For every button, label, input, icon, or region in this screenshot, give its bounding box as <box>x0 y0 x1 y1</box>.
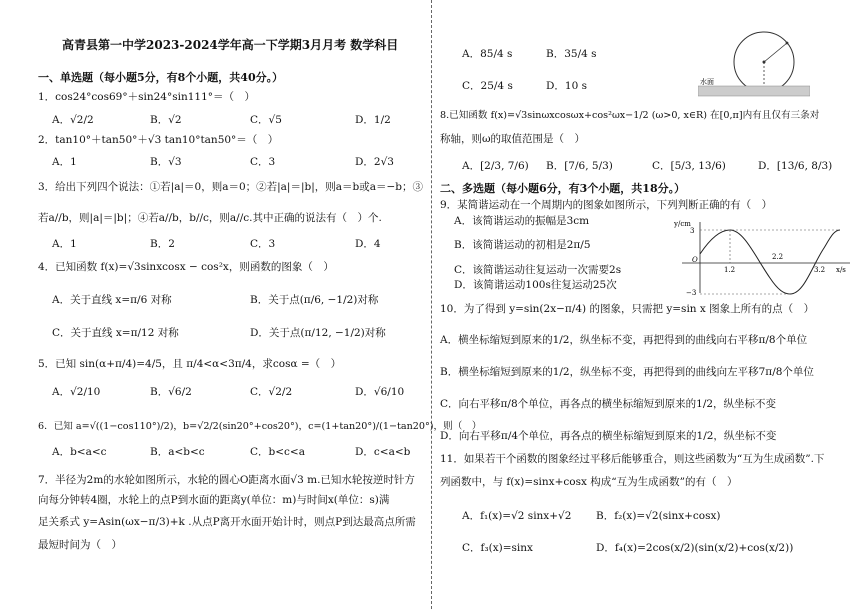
y-bottom-label: −3 <box>686 289 697 296</box>
water-label: 水面 <box>700 78 714 86</box>
q5-option-a: A．√2/10 <box>52 386 101 398</box>
q1-option-b: B．√2 <box>150 114 182 126</box>
q10-option-c: C．向右平移π/8个单位，再各点的横坐标缩短到原来的1/2，纵坐标不变 <box>440 398 777 410</box>
q7-line-2: 向每分钟转4圈，水轮上的点P到水面的距离y(单位：m)与时间x(单位：s)满 <box>38 494 390 506</box>
q1-stem: 1．cos24°cos69°＋sin24°sin111°＝（ ） <box>38 91 256 103</box>
section-multi-choice: 二、多选题（每小题6分，有3个小题，共18分。） <box>440 182 686 195</box>
y-top-label: 3 <box>690 227 695 235</box>
q9-sine-graph <box>672 218 854 296</box>
q3-line-1: 3．给出下列四个说法：①若|a|＝0，则a＝0；②若|a|＝|b|，则a＝b或a＝−b；③ <box>38 181 424 193</box>
q5-option-d: D．√6/10 <box>355 386 405 398</box>
q11-option-b: B．f₂(x)=√2(sinx+cosx) <box>596 510 721 522</box>
q3-option-a: A．1 <box>52 238 77 250</box>
q4-stem: 4．已知函数 f(x)=√3sinxcosx − cos²x，则函数的图象（ ） <box>38 261 334 273</box>
q9-option-c: C．该简谐运动往复运动一次需要2s <box>454 264 622 276</box>
q4-option-d: D．关于点(π/12, −1/2)对称 <box>250 327 386 339</box>
q2-option-b: B．√3 <box>150 156 182 168</box>
q10-option-a: A．横坐标缩短到原来的1/2，纵坐标不变，再把得到的曲线向右平移π/8个单位 <box>440 334 808 346</box>
q6-option-c: C．b<c<a <box>250 446 305 458</box>
q11-option-d: D．f₄(x)=2cos(x/2)(sin(x/2)+cos(x/2)) <box>596 542 794 554</box>
column-divider <box>431 0 432 609</box>
right-column <box>436 0 861 609</box>
q11-option-c: C．f₃(x)=sinx <box>462 542 533 554</box>
q5-option-b: B．√6/2 <box>150 386 192 398</box>
q4-option-a: A．关于直线 x=π/6 对称 <box>52 294 172 306</box>
sine-curve <box>700 230 840 294</box>
q6-option-d: D．c<a<b <box>355 446 411 458</box>
q8-option-b: B．[7/6, 5/3) <box>546 160 613 172</box>
q1-option-a: A．√2/2 <box>52 114 94 126</box>
y-axis-label: y/cm <box>674 220 691 228</box>
q7-line-3: 足关系式 y=Asin(ωx−π/3)+k .从点P离开水面开始计时，则点P到达最高点所需 <box>38 516 416 528</box>
q3-option-c: C．3 <box>250 238 276 250</box>
q8-option-a: A．[2/3, 7/6) <box>462 160 529 172</box>
q8-option-c: C．[5/3, 13/6) <box>652 160 726 172</box>
q8-option-d: D．[13/6, 8/3) <box>758 160 833 172</box>
q9-stem: 9．某简谐运动在一个周期内的图象如图所示，下列判断正确的有（ ） <box>440 199 773 211</box>
section-single-choice: 一、单选题（每小题5分，有8个小题，共40分。） <box>38 71 284 84</box>
q2-option-d: D．2√3 <box>355 156 394 168</box>
q3-option-d: D．4 <box>355 238 381 250</box>
q11-line-2: 列函数中，与 f(x)=sinx+cosx 构成“互为生成函数”的有（ ） <box>440 476 738 488</box>
q7-option-a: A．85/4 s <box>462 48 513 60</box>
q7-line-1: 7．半径为2m的水轮如图所示，水轮的圆心O距离水面√3 m.已知水轮按逆时针方 <box>38 474 415 486</box>
q7-option-d: D．10 s <box>546 80 588 92</box>
water-surface <box>698 86 810 96</box>
tick-1-label: 1.2 <box>724 266 736 274</box>
q8-line-2: 称轴，则ω的取值范围是（ ） <box>440 133 586 145</box>
q2-option-a: A．1 <box>52 156 77 168</box>
tick-3-label: 3.2 <box>814 266 826 274</box>
page-title: 高青县第一中学2023-2024学年高一下学期3月月考 数学科目 <box>62 38 399 52</box>
wheel-radius-line <box>764 43 787 62</box>
q9-option-d: D．该简谐运动100s往复运动25次 <box>454 279 617 291</box>
q11-line-1: 11．如果若干个函数的图象经过平移后能够重合，则这些函数为“互为生成函数”.下 <box>440 453 825 465</box>
origin-label: O <box>692 256 698 264</box>
q5-option-c: C．√2/2 <box>250 386 293 398</box>
q6-option-a: A．b<a<c <box>52 446 107 458</box>
q10-stem: 10．为了得到 y=sin(2x−π/4) 的图象，只需把 y=sin x 图象上所有的点（ ） <box>440 303 815 315</box>
q1-option-c: C．√5 <box>250 114 282 126</box>
tick-2-label: 2.2 <box>772 253 784 261</box>
q11-option-a: A．f₁(x)=√2 sinx+√2 <box>462 510 572 522</box>
q2-option-c: C．3 <box>250 156 276 168</box>
q7-option-b: B．35/4 s <box>546 48 597 60</box>
q3-line-2: 若a//b，则|a|＝|b|；④若a//b，b//c，则a//c.其中正确的说法有（ ）个. <box>38 212 382 224</box>
x-axis-label: x/s <box>836 266 846 274</box>
q4-option-b: B．关于点(π/6, −1/2)对称 <box>250 294 379 306</box>
q5-stem: 5．已知 sin(α+π/4)=4/5，且 π/4<α<3π/4，求cosα =（ ） <box>38 358 342 370</box>
q1-option-d: D．1/2 <box>355 114 391 126</box>
water-wheel-figure <box>698 30 810 108</box>
q2-stem: 2．tan10°＋tan50°＋√3 tan10°tan50°＝（ ） <box>38 134 279 146</box>
q7-option-c: C．25/4 s <box>462 80 513 92</box>
q7-line-4: 最短时间为（ ） <box>38 539 122 551</box>
q4-option-c: C．关于直线 x=π/12 对称 <box>52 327 179 339</box>
point-p <box>786 42 789 45</box>
q6-stem: 6．已知 a=√((1−cos110°)/2)，b=√2/2(sin20°+cos20°)，c=(1+tan20°)/(1−tan20°)，则（ ） <box>38 421 482 432</box>
q8-line-1: 8.已知函数 f(x)=√3sinωxcosωx+cos²ωx−1/2 (ω>0, x∈R) 在[0,π]内有且仅有三条对 <box>440 110 820 121</box>
q10-option-b: B．横坐标缩短到原来的1/2，纵坐标不变，再把得到的曲线向左平移7π/8个单位 <box>440 366 814 378</box>
q10-option-d: D．向右平移π/4个单位，再各点的横坐标缩短到原来的1/2，纵坐标不变 <box>440 430 777 442</box>
q9-option-a: A．该简谐运动的振幅是3cm <box>454 215 590 227</box>
q6-option-b: B．a<b<c <box>150 446 205 458</box>
q9-option-b: B．该简谐运动的初相是2π/5 <box>454 239 591 251</box>
q3-option-b: B．2 <box>150 238 175 250</box>
